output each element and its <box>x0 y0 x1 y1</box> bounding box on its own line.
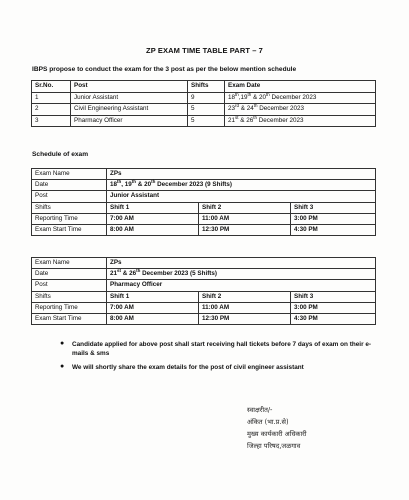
row-label: Reporting Time <box>32 213 107 224</box>
signature-line: जिल्हा परिषद,जळगाव <box>247 442 301 450</box>
row-label: Date <box>32 180 107 191</box>
table-row <box>32 258 376 269</box>
cell-date: 18th,19th & 20th December 2023 <box>225 92 376 104</box>
table-row <box>32 302 376 313</box>
exam-start-time: 4:30 PM <box>291 224 376 235</box>
table-row <box>32 291 376 302</box>
cell-post: Pharmacy Officer <box>71 115 188 127</box>
column-header: Sr.No. <box>32 81 71 93</box>
schedule-table-junior-assistant <box>31 168 376 236</box>
table-row <box>32 180 376 191</box>
bullet-icon: ● <box>60 363 65 370</box>
table-row <box>32 224 376 235</box>
row-label: Reporting Time <box>32 302 107 313</box>
column-header: Post <box>71 81 188 93</box>
note-text: We will shortly share the exam details for the post of civil engineer assistant <box>72 364 304 371</box>
shift-label: Shift 2 <box>199 202 291 213</box>
cell-shifts: 9 <box>188 92 225 104</box>
table-row <box>32 92 376 104</box>
date-value: 21st & 26th December 2023 (5 Shifts) <box>107 269 376 280</box>
table-row <box>32 313 376 324</box>
note-text: Candidate applied for above post shall start receiving hall tickets before 7 days of exam on their e-mails & sms <box>72 341 372 357</box>
table-row <box>32 280 376 291</box>
shift-label: Shift 1 <box>107 202 199 213</box>
row-label: Shifts <box>32 202 107 213</box>
signature-line: मुख्य कार्यकारी अधिकारी <box>247 430 307 438</box>
post-value: Junior Assistant <box>107 191 376 202</box>
row-label: Post <box>32 280 107 291</box>
table-header-row <box>32 81 376 93</box>
cell-shifts: 5 <box>188 104 225 116</box>
row-label: Shifts <box>32 291 107 302</box>
date-value: 18th, 19th & 20th December 2023 (9 Shifts) <box>107 180 376 191</box>
table-row <box>32 115 376 127</box>
table-row <box>32 104 376 116</box>
summary-table <box>31 80 376 127</box>
signature-block <box>247 404 307 452</box>
row-label: Date <box>32 269 107 280</box>
cell-post: Junior Assistant <box>71 92 188 104</box>
exam-start-time: 8:00 AM <box>107 313 199 324</box>
table-row <box>32 169 376 180</box>
row-label: Post <box>32 191 107 202</box>
shift-label: Shift 3 <box>291 202 376 213</box>
shift-label: Shift 3 <box>291 291 376 302</box>
exam-start-time: 8:00 AM <box>107 224 199 235</box>
row-label: Exam Start Time <box>32 313 107 324</box>
reporting-time: 7:00 AM <box>107 213 199 224</box>
row-label: Exam Name <box>32 258 107 269</box>
bullet-icon: ● <box>60 340 65 347</box>
intro-text: IBPS propose to conduct the exam for the 3 post as per the below mention schedule <box>32 66 297 73</box>
row-label: Exam Name <box>32 169 107 180</box>
cell-post: Civil Engineering Assistant <box>71 104 188 116</box>
reporting-time: 11:00 AM <box>199 213 291 224</box>
cell-sr: 3 <box>32 115 71 127</box>
table-row <box>32 269 376 280</box>
exam-name-value: ZPs <box>107 258 376 269</box>
post-value: Pharmacy Officer <box>107 280 376 291</box>
reporting-time: 11:00 AM <box>199 302 291 313</box>
page-title: ZP EXAM TIME TABLE PART – 7 <box>146 46 263 55</box>
cell-shifts: 5 <box>188 115 225 127</box>
exam-start-time: 12:30 PM <box>199 313 291 324</box>
exam-start-time: 4:30 PM <box>291 313 376 324</box>
notes-list <box>60 340 380 377</box>
exam-name-value: ZPs <box>107 169 376 180</box>
shift-label: Shift 2 <box>199 291 291 302</box>
cell-date: 23rd & 24th December 2023 <box>225 104 376 116</box>
table-row <box>32 213 376 224</box>
list-item <box>60 340 380 358</box>
schedule-table-pharmacy-officer <box>31 257 376 325</box>
signature-line: स्वाक्षरीत/- <box>247 406 273 414</box>
schedule-heading: Schedule of exam <box>32 151 89 158</box>
cell-date: 21st & 26th December 2023 <box>225 115 376 127</box>
exam-start-time: 12:30 PM <box>199 224 291 235</box>
reporting-time: 3:00 PM <box>291 302 376 313</box>
table-row <box>32 202 376 213</box>
shift-label: Shift 1 <box>107 291 199 302</box>
row-label: Exam Start Time <box>32 224 107 235</box>
column-header: Exam Date <box>225 81 376 93</box>
table-row <box>32 191 376 202</box>
reporting-time: 3:00 PM <box>291 213 376 224</box>
cell-sr: 2 <box>32 104 71 116</box>
list-item <box>60 363 380 372</box>
signature-line: अंकित (भा.प्र.से) <box>247 418 289 426</box>
cell-sr: 1 <box>32 92 71 104</box>
reporting-time: 7:00 AM <box>107 302 199 313</box>
column-header: Shifts <box>188 81 225 93</box>
